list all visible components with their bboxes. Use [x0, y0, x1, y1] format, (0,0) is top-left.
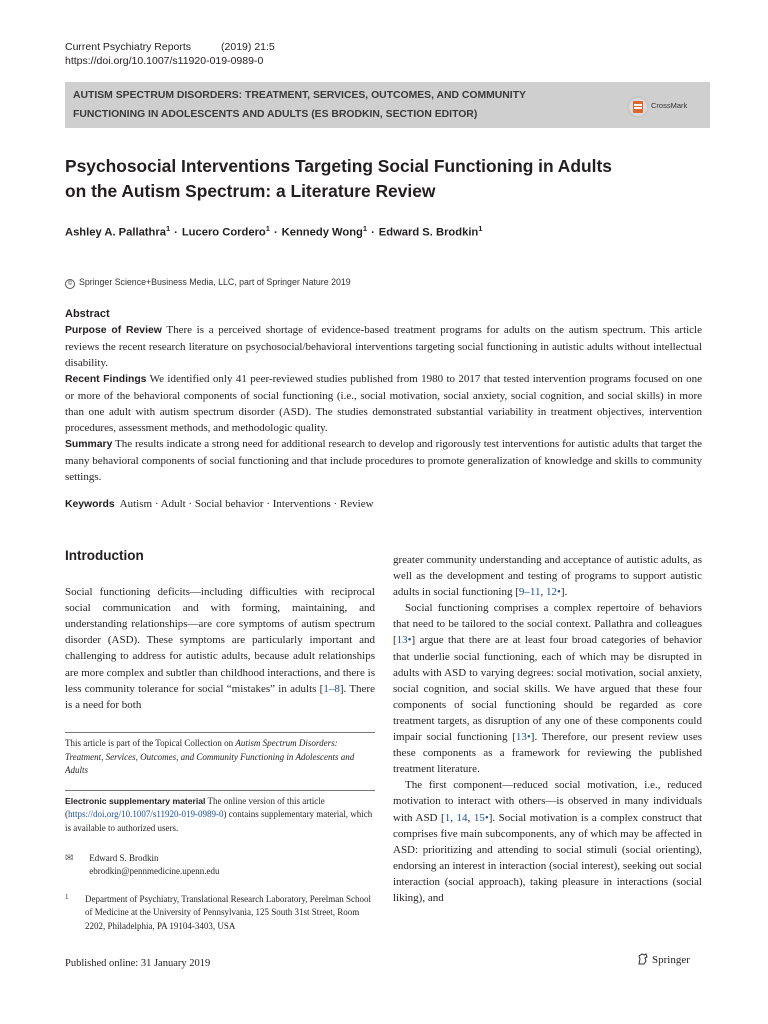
- abstract-heading: Abstract: [65, 308, 110, 320]
- abstract-findings: [65, 371, 702, 436]
- envelope-icon: ✉: [65, 852, 74, 864]
- introduction-heading: Introduction: [65, 548, 144, 563]
- purpose-label: Purpose of Review: [65, 325, 162, 336]
- findings-text: We identified only 41 peer-reviewed studies published from 1980 to 2017 that tested intervention programs focused on one or more of the behavioral components of social functioning (i.e., social motivation, social anxiety, social cognition, and social skills) in more than one adult with autism spectrum disorder (ASD). The studies demonstrated substantial variability in treatment objectives, intervention procedures, assessment methods, and methodologic quality.: [65, 373, 702, 434]
- springer-horse-icon: [637, 953, 649, 965]
- citation-link[interactable]: 9–11: [518, 586, 541, 599]
- section-banner-line-1: AUTISM SPECTRUM DISORDERS: TREATMENT, SERVICES, OUTCOMES, AND COMMUNITY: [73, 90, 526, 101]
- intro-paragraph-1: [65, 584, 375, 713]
- esm-text: The online version of this article (: [65, 795, 325, 820]
- collection-text: This article is part of the Topical Collection on: [65, 738, 236, 748]
- intro-text: ] argue that there are at least four broad categories of behavior that underlie social functioning, each of which may be disrupted in adults with ASD to varying degrees: social motivation, social anxiety, social cognition, and social skills. We have argued that these four components of social functioning should be regarded as core treatment targets, as disruption of any one of these components could impair social functioning [: [393, 634, 702, 744]
- journal-header: [65, 40, 275, 68]
- affiliation: [65, 893, 375, 934]
- intro-paragraph-3: [393, 777, 702, 906]
- citation-link[interactable]: 12•: [545, 586, 561, 599]
- article-doi[interactable]: https://doi.org/10.1007/s11920-019-0989-0: [65, 55, 264, 67]
- purpose-text: There is a perceived shortage of evidence-based treatment programs for adults on the autism spectrum. This article reviews the recent research literature on psychosocial/behavioral interventions targeting social functioning in autistic adults without intellectual disability.: [65, 324, 702, 369]
- keywords: [65, 498, 374, 510]
- footnotes: [65, 732, 375, 934]
- corresponding-author: [65, 852, 375, 879]
- author-name[interactable]: Lucero Cordero: [181, 226, 266, 239]
- citation-link[interactable]: 13•: [396, 634, 412, 647]
- citation-link[interactable]: 1–8: [323, 682, 340, 695]
- article-title: [65, 154, 685, 204]
- summary-text: The results indicate a strong need for additional research to develop and rigorously test interventions for autistic adults that target the many behavioral components of social functioning and that include procedures to promote generalization of knowledge and skills to community settings.: [65, 438, 702, 483]
- affiliation-number: 1: [65, 892, 69, 901]
- crossmark-icon: [627, 96, 649, 118]
- journal-volume: (2019) 21:5: [221, 41, 275, 53]
- author-affiliation-mark: 1: [478, 224, 483, 233]
- footnote-divider: [65, 790, 375, 791]
- citation-separator: ,: [467, 811, 474, 824]
- copyright-text: Springer Science+Business Media, LLC, part of Springer Nature 2019: [79, 277, 351, 287]
- section-banner: [65, 82, 710, 128]
- abstract-purpose: [65, 322, 702, 371]
- collection-title: Autism Spectrum Disorders: Treatment, Services, Outcomes, and Community Functioning in Adolescents and Adults: [65, 738, 355, 776]
- author-separator: ·: [273, 226, 278, 239]
- keywords-label: Keywords: [65, 499, 115, 510]
- citation-link[interactable]: 1: [444, 811, 451, 824]
- abstract: [65, 306, 702, 485]
- crossmark-label: CrossMark: [651, 101, 688, 110]
- intro-text: ].: [560, 586, 568, 599]
- intro-text: ]. Social motivation is a complex construct that comprises five main subcomponents, any of which may be affected in ASD: prioritizing and attending to social stimuli (social orienting), endorsing an interest in interaction (social interest), seeking out social interaction (social approach), taking pleasure in interactions (social liking), and: [393, 811, 703, 904]
- author-name[interactable]: Ashley A. Pallathra: [65, 226, 166, 239]
- journal-name: Current Psychiatry Reports: [65, 41, 192, 53]
- affiliation-text: Department of Psychiatry, Translational Research Laboratory, Perelman School of Medicine at the University of Pennsylvania, 125 South 31st Street, Room 2202, Philadelphia, PA 19104-3403, USA: [85, 893, 372, 931]
- intro-paragraph-2: [393, 600, 702, 777]
- intro-text: Social functioning deficits—including difficulties with reciprocal social communication and with forming, maintaining, and understanding relationships—are core symptoms of autism spectrum disorder (ASD). These symptoms are particularly important and challenging to address for autistic adults, because adult relationships are more complex and subtler than childhood interactions, and there is less community tolerance for social “mistakes” in adults [: [65, 586, 375, 695]
- author-affiliation-mark: 1: [362, 224, 368, 233]
- footnote-divider: [65, 732, 375, 733]
- intro-text: ]. There is a need for both: [65, 682, 375, 711]
- citation-link[interactable]: 14: [456, 811, 468, 824]
- section-banner-line-2: FUNCTIONING IN ADOLESCENTS AND ADULTS (ES BRODKIN, SECTION EDITOR): [73, 109, 478, 120]
- author-separator: ·: [174, 226, 178, 239]
- article-title-line-1: Psychosocial Interventions Targeting Social Functioning in Adults: [65, 156, 612, 176]
- crossmark-badge[interactable]: [627, 96, 699, 124]
- publisher-logo: [637, 953, 690, 966]
- esm-label: Electronic supplementary material: [65, 795, 206, 806]
- author-name[interactable]: Edward S. Brodkin: [378, 226, 479, 239]
- section-banner-text: [73, 86, 573, 124]
- keywords-text: Autism · Adult · Social behavior · Interventions · Review: [119, 498, 374, 510]
- citation-separator: ,: [450, 811, 457, 824]
- author-separator: ·: [371, 226, 375, 239]
- author-affiliation-mark: 1: [265, 224, 270, 233]
- esm-text: ) contains supplementary material, which is available to authorized users.: [65, 809, 373, 833]
- intro-text: Social functioning comprises a complex repertoire of behaviors that need to be tailored to the social context. Pallathra and colleagues [: [393, 602, 702, 647]
- author-list: [65, 224, 482, 239]
- findings-label: Recent Findings: [65, 374, 147, 385]
- contact-email[interactable]: ebrodkin@pennmedicine.upenn.edu: [89, 866, 220, 877]
- intro-text: greater community understanding and acceptance of autistic adults, as well as the development and testing of programs to support autistic adults in social functioning [: [393, 554, 702, 599]
- article-title-line-2: on the Autism Spectrum: a Literature Review: [65, 181, 436, 201]
- supplementary-material-note: [65, 795, 375, 836]
- published-date: Published online: 31 January 2019: [65, 958, 211, 969]
- intro-text: The first component—reduced social motivation, i.e., reduced motivation to interact with others—is observed in many individuals with ASD [: [393, 779, 702, 824]
- body-left-column: [65, 548, 375, 713]
- intro-text: ]. Therefore, our present review uses these components as a framework for reviewing the published treatment literature.: [393, 731, 703, 776]
- topical-collection-note: [65, 737, 375, 778]
- body-right-column: [393, 552, 702, 906]
- copyright-notice: [65, 277, 351, 289]
- abstract-summary: [65, 436, 702, 485]
- citation-separator: ,: [540, 586, 546, 599]
- contact-name: Edward S. Brodkin: [89, 852, 159, 863]
- intro-paragraph-1-continued: [393, 552, 702, 600]
- citation-link[interactable]: 15•: [473, 811, 489, 824]
- esm-doi-link[interactable]: https://doi.org/10.1007/s11920-019-0989-0: [68, 809, 224, 820]
- summary-label: Summary: [65, 439, 113, 450]
- citation-link[interactable]: 13•: [515, 731, 531, 744]
- publisher-name: Springer: [652, 954, 690, 966]
- author-affiliation-mark: 1: [165, 224, 171, 233]
- copyright-icon: ©: [65, 279, 75, 289]
- author-name[interactable]: Kennedy Wong: [281, 226, 363, 239]
